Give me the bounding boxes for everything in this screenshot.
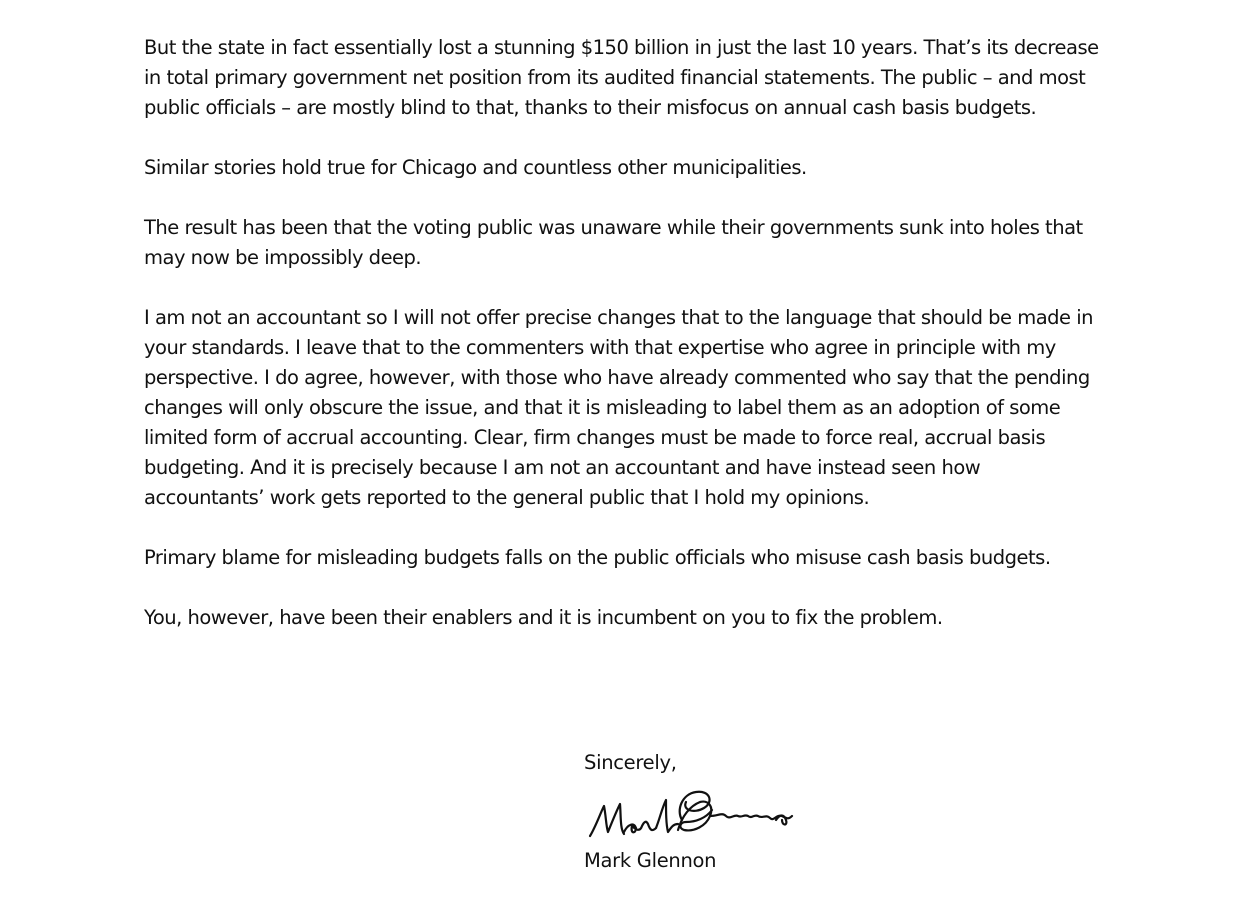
paragraph-enablers: You, however, have been their enablers and it is incumbent on you to fix the problem. [144,606,943,629]
paragraph-similar-stories: Similar stories hold true for Chicago and countless other municipalities. [144,156,807,179]
letter-body [144,33,1104,663]
handwritten-signature-icon [586,786,806,846]
paragraph-not-accountant: I am not an accountant so I will not offer precise changes that to the language that should be made in your standards. I leave that to the commenters with that expertise who agree in principle with my perspective. I do agree, however, with those who have already commented who say that the pending changes will only obscure the issue, and that it is misleading to label them as an adoption of some limited form of accrual accounting. Clear, firm changes must be made to force real, accrual basis budgeting. And it is precisely because I am not an accountant and have instead seen how accountants’ work gets reported to the general public that I hold my opinions. [144,306,1094,509]
signer-name: Mark Glennon [584,849,717,872]
closing-salutation: Sincerely, [584,751,677,774]
paragraph-primary-blame: Primary blame for misleading budgets falls on the public officials who misuse cash basis budgets. [144,546,1051,569]
paragraph-voting-public: The result has been that the voting public was unaware while their governments sunk into holes that may now be impossibly deep. [144,216,1083,269]
paragraph-state-loss: But the state in fact essentially lost a stunning $150 billion in just the last 10 years. That’s its decrease in total primary government net position from its audited financial statements. The public – and most public officials – are mostly blind to that, thanks to their misfocus on annual cash basis budgets. [144,36,1099,119]
